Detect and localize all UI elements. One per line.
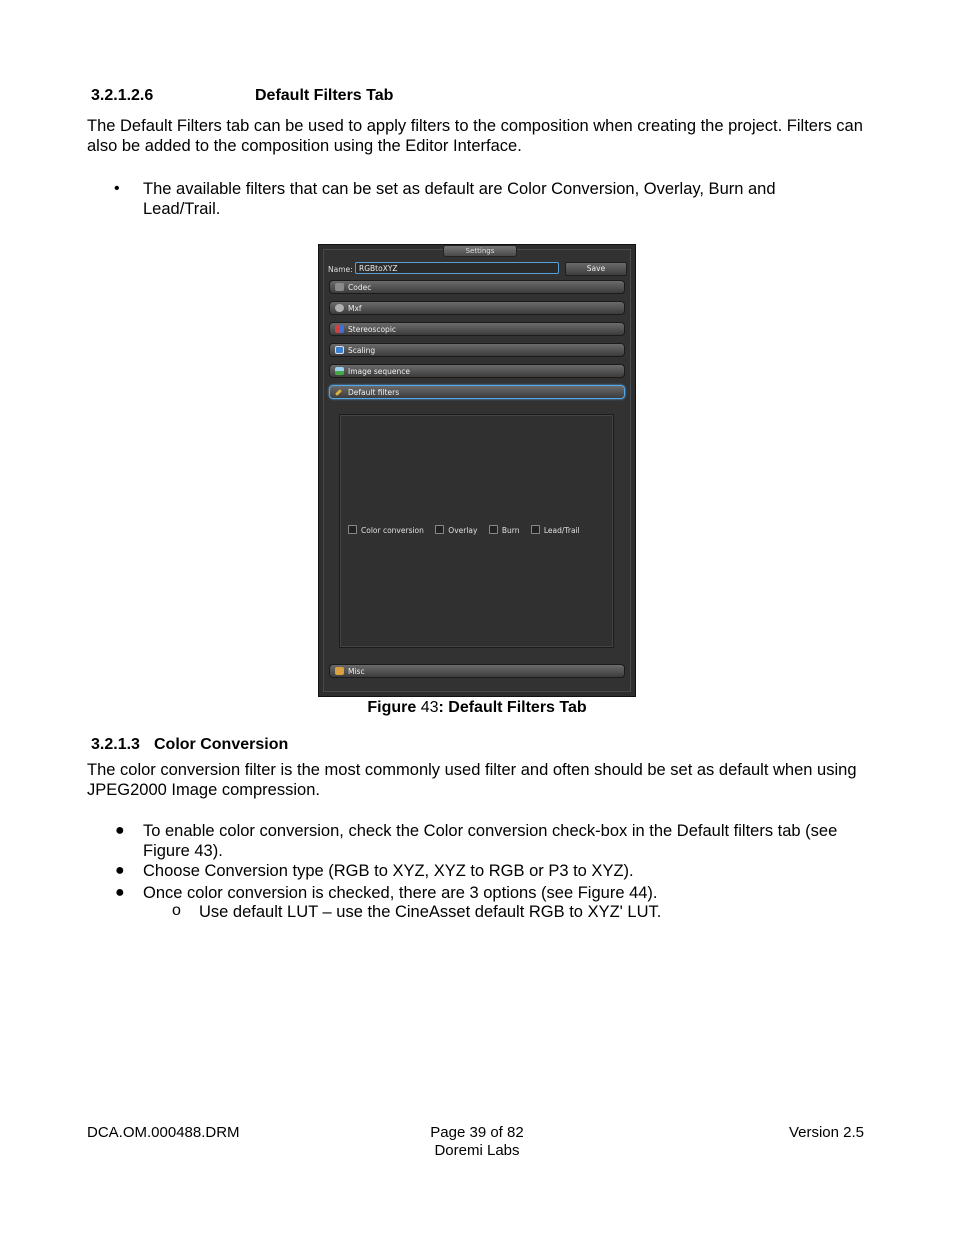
section-title: Default Filters Tab	[255, 87, 394, 104]
name-label: Name:	[328, 265, 353, 274]
image-sequence-label: Image sequence	[348, 367, 411, 376]
mxf-section[interactable]	[329, 301, 625, 315]
bullet-marker: ●	[115, 822, 125, 839]
bullet-marker: ●	[115, 862, 125, 879]
misc-label: Misc	[348, 667, 365, 676]
color-conversion-checkbox[interactable]: Color conversion	[348, 525, 424, 535]
bullet-text: Choose Conversion type (RGB to XYZ, XYZ to RGB or P3 to XYZ).	[143, 862, 634, 880]
image-sequence-icon	[335, 367, 344, 375]
lead-trail-checkbox[interactable]: Lead/Trail	[531, 525, 580, 535]
bullet-text: To enable color conversion, check the Color conversion check-box in the Default filters tab (see Figure 43).	[143, 822, 838, 860]
scaling-label: Scaling	[348, 346, 376, 355]
default-filters-icon	[335, 389, 342, 396]
section-number: 3.2.1.2.6	[91, 87, 154, 104]
codec-section[interactable]	[329, 280, 625, 294]
footer-company: Doremi Labs	[434, 1142, 520, 1159]
scaling-icon	[335, 346, 344, 354]
footer-document-id: DCA.OM.000488.DRM	[87, 1124, 240, 1141]
section-title: Color Conversion	[154, 736, 289, 753]
save-button[interactable]: Save	[565, 262, 627, 276]
figure-caption: Figure 43: Default Filters Tab	[367, 699, 587, 716]
footer-page-number: Page 39 of 82	[430, 1124, 524, 1141]
codec-label: Codec	[348, 283, 372, 292]
stereoscopic-section[interactable]	[329, 322, 625, 336]
overlay-checkbox[interactable]: Overlay	[435, 525, 477, 535]
mxf-icon	[335, 304, 344, 312]
footer-version: Version 2.5	[788, 1124, 864, 1141]
default-filters-panel	[339, 414, 614, 648]
bullet-marker: •	[114, 180, 120, 197]
misc-icon	[335, 667, 344, 675]
misc-section[interactable]	[329, 664, 625, 678]
mxf-label: Mxf	[348, 304, 362, 313]
section-number: 3.2.1.3	[91, 736, 140, 753]
image-sequence-section[interactable]	[329, 364, 625, 378]
bullet-text: Once color conversion is checked, there are 3 options (see Figure 44).	[143, 884, 658, 902]
filter-checkboxes	[348, 525, 589, 535]
burn-checkbox[interactable]: Burn	[489, 525, 520, 535]
section-paragraph: The color conversion filter is the most commonly used filter and often should be set as default when using JPEG2000 Image compression.	[87, 761, 857, 799]
default-filters-section[interactable]	[329, 385, 625, 399]
section-paragraph: The Default Filters tab can be used to apply filters to the composition when creating the project. Filters can also be added to the composition using the Editor Interface.	[87, 117, 863, 155]
sub-bullet-marker: o	[172, 902, 181, 919]
stereoscopic-label: Stereoscopic	[348, 325, 397, 334]
bullet-marker: ●	[115, 884, 125, 901]
settings-screenshot	[318, 244, 636, 697]
settings-tab[interactable]: Settings	[443, 245, 517, 257]
bullet-text: The available filters that can be set as default are Color Conversion, Overlay, Burn and Lead/Trail.	[143, 180, 776, 218]
scaling-section[interactable]	[329, 343, 625, 357]
name-input[interactable]: RGBtoXYZ	[355, 262, 559, 274]
default-filters-label: Default filters	[348, 388, 400, 397]
stereoscopic-icon	[335, 325, 344, 333]
codec-icon	[335, 283, 344, 291]
sub-bullet-text: Use default LUT – use the CineAsset default RGB to XYZ' LUT.	[199, 903, 662, 921]
